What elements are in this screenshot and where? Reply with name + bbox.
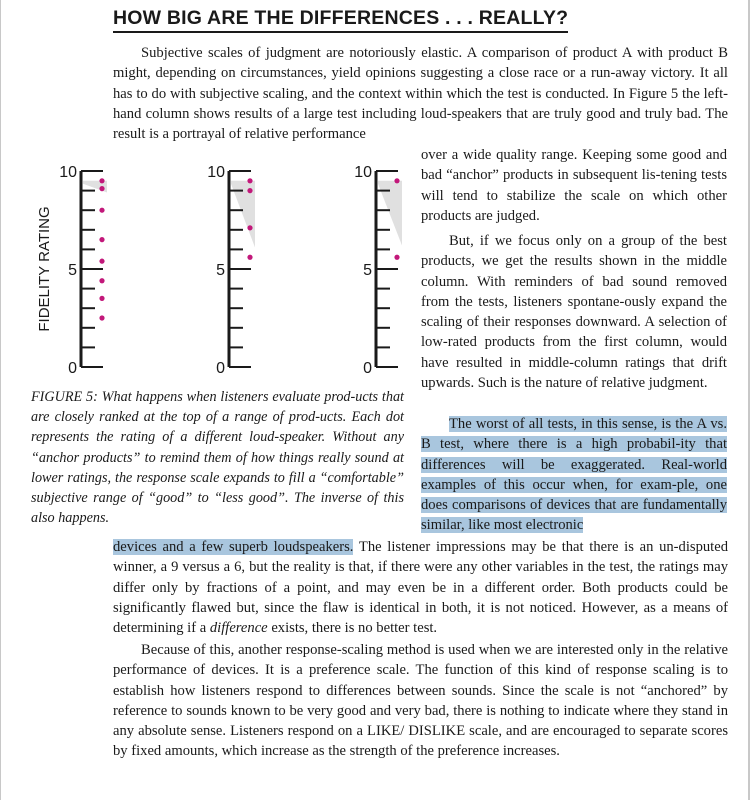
article-title: HOW BIG ARE THE DIFFERENCES . . . REALLY? — [113, 6, 568, 33]
rating-dot — [247, 225, 252, 230]
rating-dot — [99, 259, 104, 264]
ab-test-text-end: exists, there is no better test. — [267, 620, 438, 637]
rating-dot — [99, 237, 104, 242]
highlighted-text: The worst of all tests, in this sense, is the A vs. B test, where there is a high probabil-ity that differences will be exaggerated. Real-world examples of this occur when, for exam-ple, one does comparisons of devices that are fundamentally similar, like most electronic — [421, 416, 727, 534]
rating-dot — [99, 315, 104, 320]
rating-dot — [99, 208, 104, 213]
tick-label: 10 — [59, 164, 77, 181]
tick-label: 10 — [354, 164, 372, 181]
highlighted-text-end: devices and a few superb loudspeakers. — [113, 539, 354, 555]
tick-label: 5 — [68, 262, 77, 279]
tick-label: 0 — [363, 360, 372, 377]
paragraph-preference-scale: Because of this, another response-scaling method is used when we are interested only in the relative performance of devices. It is a preference scale. The function of this kind of response scaling is to establish how listeners respond to differences between sounds. Since the scale is not “anchored” by reference to sounds known to be very good and very bad, there is nothing to indicate where they stand in any absolute sense. Listeners respond on a LIKE/ DISLIKE scale, and are encouraged to separate scores by fixed amounts, which increase as the strength of the preference increases. — [113, 642, 728, 760]
emphasis-difference: difference — [209, 620, 268, 637]
rating-dot — [394, 178, 399, 183]
rating-dot — [394, 255, 399, 260]
ab-test-text: The listener impressions may be that there is an un-disputed winner, a 9 versus a 6, but the reality is that, if there were any other variables in the test, the ratings may differ only by fractions of a point, and may even be in a different order. Both products could be significantly flawed but, since the flaw is identical in both, it is not noticed. However, as a means of determining if a — [113, 539, 728, 637]
paragraph-intro: Subjective scales of judgment are notoriously elastic. A comparison of product A with product B might, depending on circumstances, yield opinions suggesting a close race or a run-away victory. It all has to do with subjective scaling, and the context within which the test is conducted. In Figure 5 the left-hand column shows results of a large test including loud-speakers that are truly good and truly bad. The result is a portrayal of relative performance — [113, 45, 728, 143]
rating-dot — [99, 296, 104, 301]
paragraph-ab-test — [421, 414, 727, 536]
rating-dot — [99, 278, 104, 283]
paragraph-ab-test-continued — [113, 537, 728, 638]
figure-caption: FIGURE 5: What happens when listeners evaluate prod-ucts that are closely ranked at the top of a range of prod-ucts. Each dot represents the rating of a different loud-speaker. Without any “anchor products” to remind them of how things really sound at lower ratings, the response scale expands to fill a “comfortable” subjective range of “good” to “less good”. The inverse of this also happens. — [31, 389, 404, 527]
rating-dot — [247, 178, 252, 183]
rating-dot — [99, 178, 104, 183]
y-axis-label: FIDELITY RATING — [36, 206, 53, 332]
paragraph-intro-continued: over a wide quality range. Keeping some good and bad “anchor” products in subsequent lis-tening tests will tend to stabilize the scale on which other products are judged. — [421, 147, 727, 224]
tick-label: 5 — [216, 262, 225, 279]
tick-label: 10 — [207, 164, 225, 181]
rating-dot — [247, 188, 252, 193]
figure-5 — [1, 155, 411, 385]
tick-label: 0 — [216, 360, 225, 377]
rating-dot — [99, 186, 104, 191]
paragraph-best-products: But, if we focus only on a group of the best products, we get the results shown in the middle column. With reminders of bad sound removed from the tests, listeners spontane-ously expand the scaling of their responses downward. A selection of low-rated products from the first column, would have resulted in middle-column ratings that drift upwards. Such is the nature of relative judgment. — [421, 233, 727, 392]
tick-label: 5 — [363, 262, 372, 279]
rating-dot — [247, 255, 252, 260]
tick-label: 0 — [68, 360, 77, 377]
fidelity-rating-figure — [1, 155, 411, 385]
